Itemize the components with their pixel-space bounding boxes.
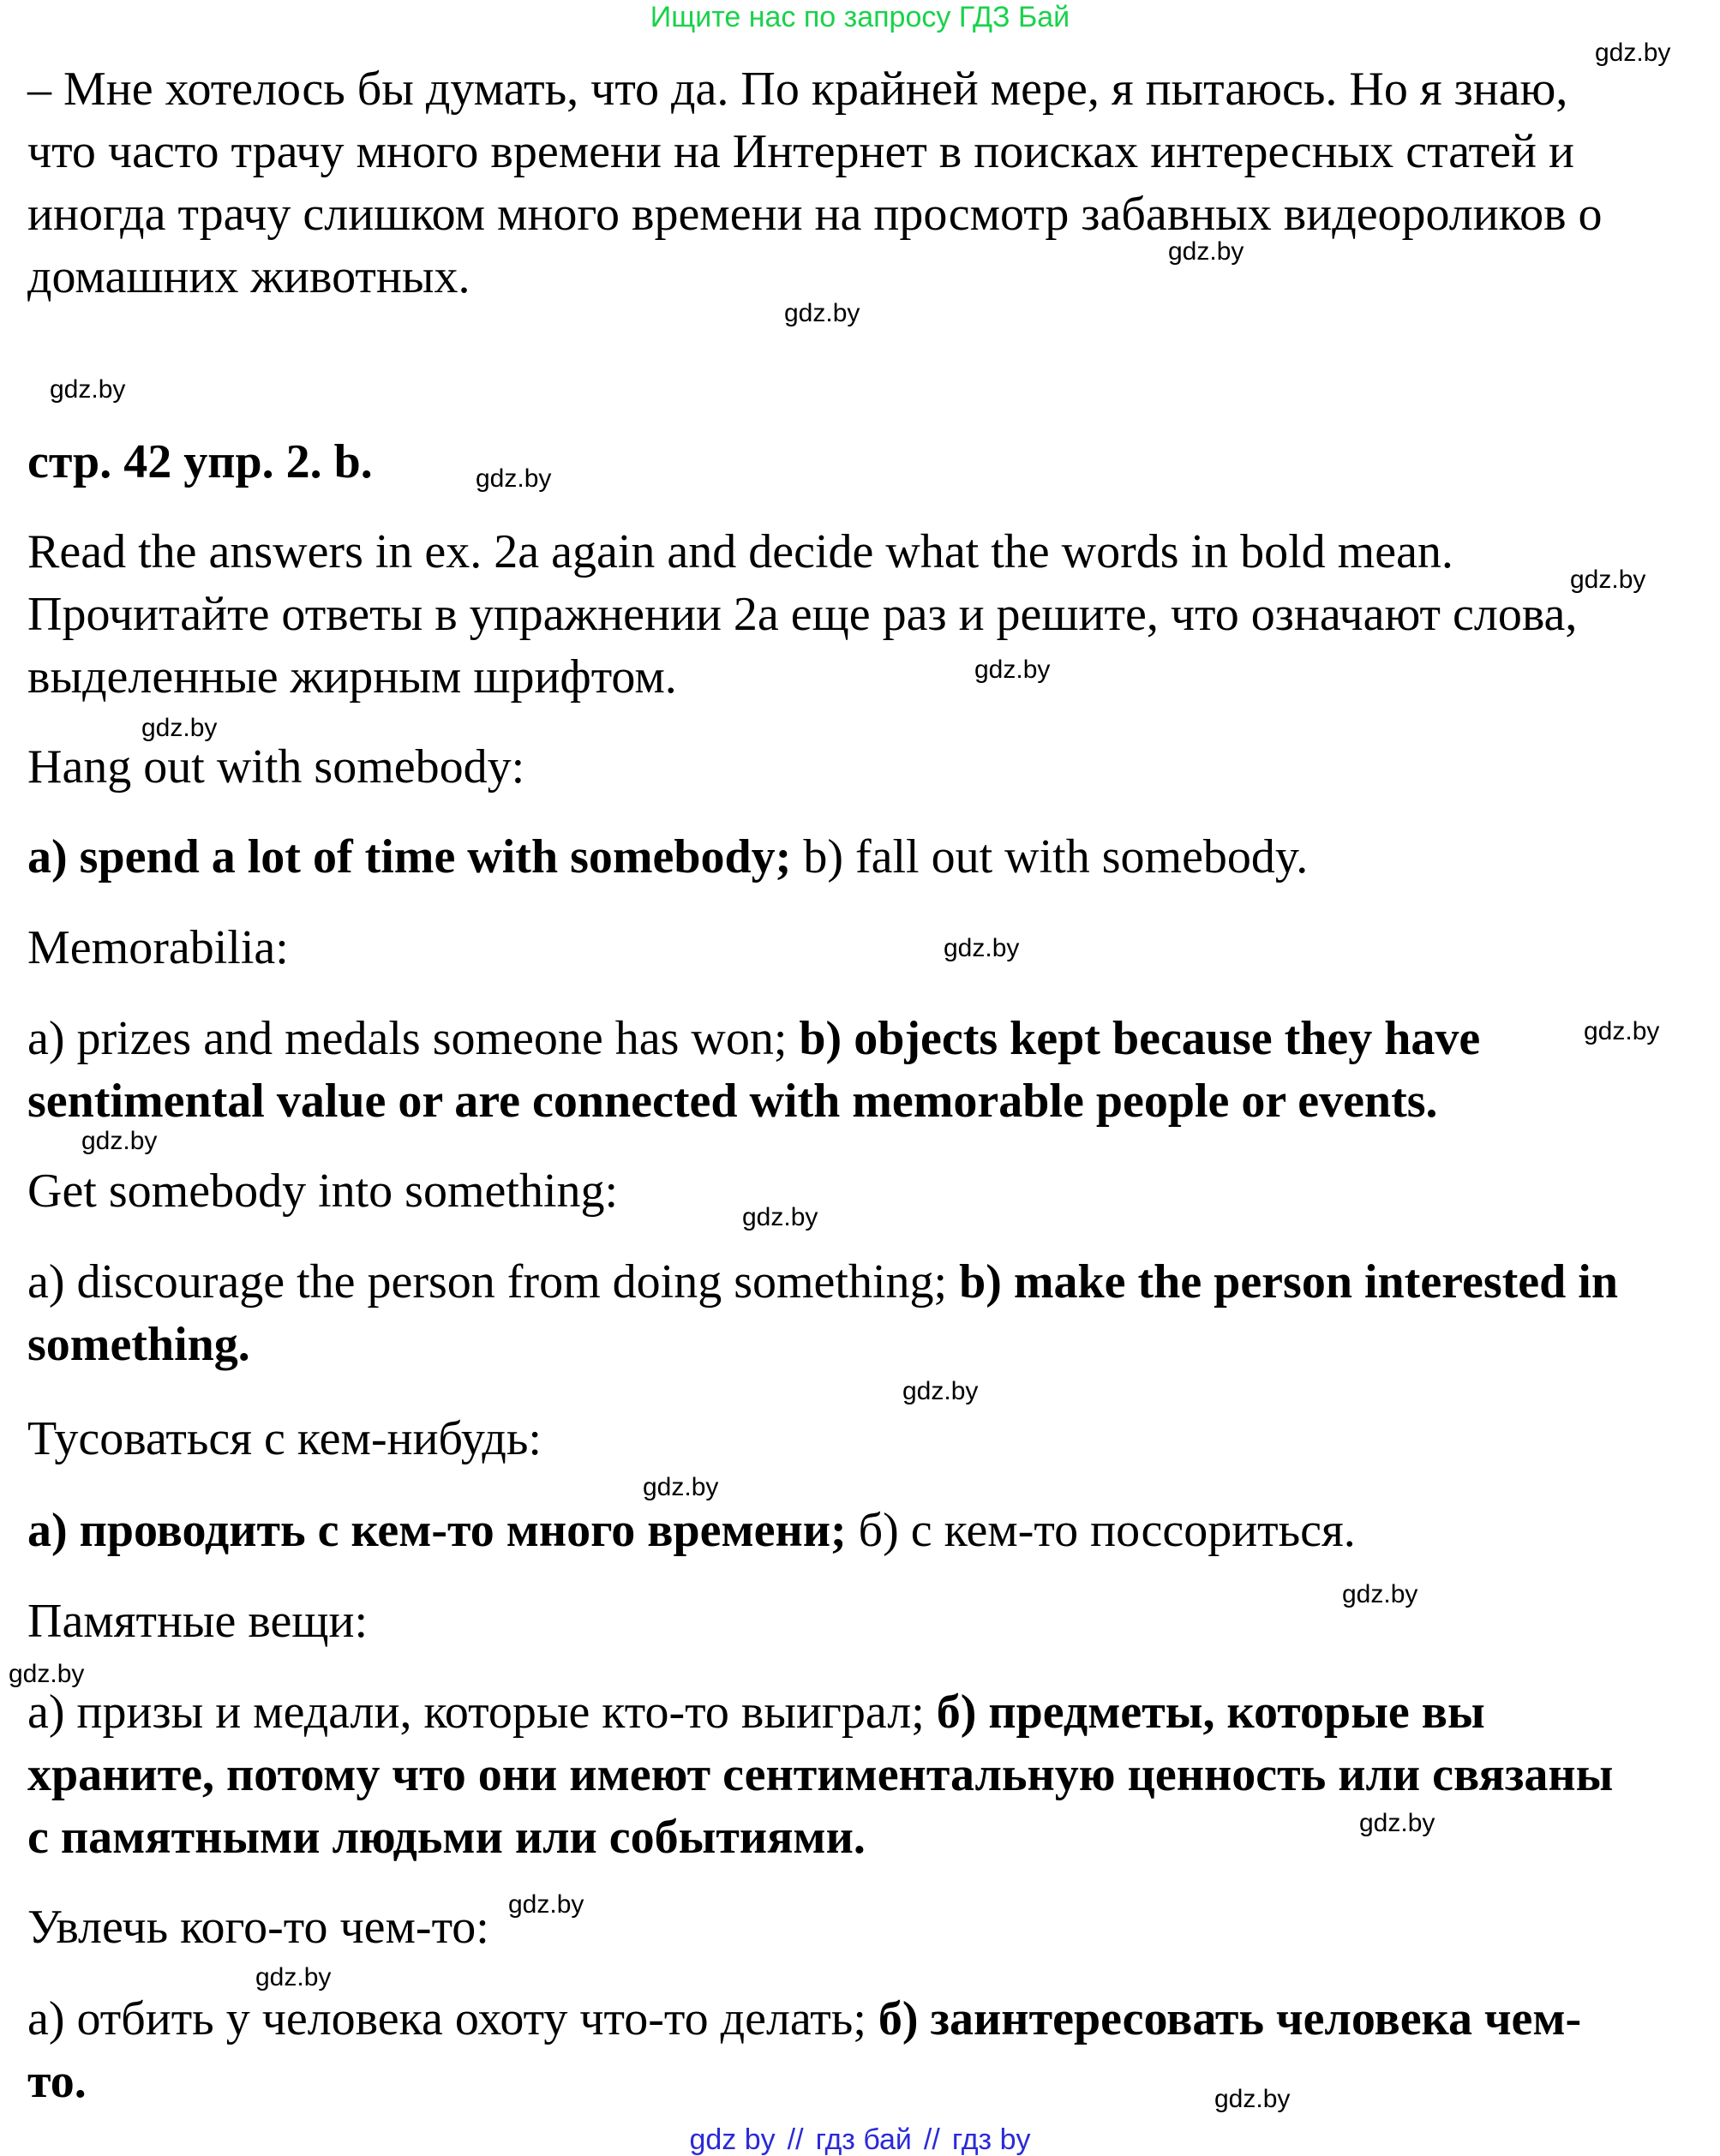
search-hint[interactable]: Ищите нас по запросу ГДЗ Бай: [650, 1, 1070, 33]
watermark: gdz.by: [944, 934, 1020, 962]
watermark: gdz.by: [255, 1963, 332, 1991]
footer-link-gdz-bay[interactable]: гдз бай: [815, 2123, 912, 2156]
term-tusovatsya: Тусоваться с кем-нибудь:: [27, 1412, 542, 1465]
correct-answer: b) make the person interested in: [959, 1255, 1619, 1309]
watermark: gdz.by: [81, 1127, 158, 1155]
term-get-into: Get somebody into something:: [27, 1165, 619, 1218]
watermark: gdz.by: [902, 1377, 979, 1405]
footer-link-gdz-by[interactable]: gdz by: [689, 2123, 776, 2156]
correct-answer: sentimental value or are connected with memorable people or events.: [27, 1075, 1438, 1128]
answer-pamyatnye-line-2: [27, 1744, 1707, 1806]
watermark: gdz.by: [50, 375, 126, 404]
correct-answer: б) заинтересовать человека чем-: [878, 1992, 1582, 2045]
correct-answer: something.: [27, 1318, 250, 1371]
answer-get-into-line-1: [27, 1251, 1707, 1314]
correct-answer: с памятными людьми или событиями.: [27, 1811, 866, 1864]
intro-line-2: что часто трачу много времени на Интернет в поисках интересных статей и: [27, 125, 1574, 178]
wrong-answer: а) призы и медали, которые кто-то выиграл;: [27, 1686, 937, 1739]
watermark: gdz.by: [1595, 39, 1671, 67]
correct-answer: а) проводить с кем-то много времени;: [27, 1504, 847, 1557]
correct-answer: то.: [27, 2055, 87, 2108]
correct-answer: b) objects kept because they have: [799, 1012, 1481, 1065]
watermark: gdz.by: [1214, 2085, 1291, 2113]
correct-answer: храните, потому что они имеют сентиментальную ценность или связаны: [27, 1748, 1614, 1801]
watermark: gdz.by: [9, 1660, 85, 1688]
intro-line-1: – Мне хотелось бы думать, что да. По крайней мере, я пытаюсь. Но я знаю,: [27, 63, 1568, 116]
watermark: gdz.by: [1570, 566, 1646, 594]
term-memorabilia: Memorabilia:: [27, 921, 289, 974]
wrong-answer: a) prizes and medals someone has won;: [27, 1012, 800, 1065]
correct-answer: б) предметы, которые вы: [936, 1686, 1485, 1739]
instruction-ru-line-1: Прочитайте ответы в упражнении 2а еще раз и решите, что означают слова,: [27, 588, 1578, 641]
footer-links: [0, 2125, 1720, 2154]
term-hang-out: Hang out with somebody:: [27, 740, 525, 794]
watermark: gdz.by: [784, 299, 860, 327]
footer-separator: //: [787, 2123, 804, 2156]
watermark: gdz.by: [643, 1473, 719, 1501]
wrong-answer: a) discourage the person from doing something;: [27, 1255, 960, 1309]
wrong-answer: а) отбить у человека охоту что-то делать;: [27, 1992, 878, 2045]
wrong-answer: b) fall out with somebody.: [791, 830, 1309, 883]
answer-uvlech-line-2: [27, 2051, 1707, 2113]
watermark: gdz.by: [1359, 1809, 1435, 1837]
answer-uvlech-line-1: [27, 1988, 1707, 2051]
answer-tusovatsya: [27, 1500, 1707, 1562]
exercise-heading: стр. 42 упр. 2. b.: [27, 435, 373, 488]
watermark: gdz.by: [974, 656, 1051, 684]
watermark: gdz.by: [1342, 1580, 1418, 1608]
correct-answer: a) spend a lot of time with somebody;: [27, 830, 792, 883]
answer-memorabilia-line-1: [27, 1008, 1707, 1070]
answer-get-into-line-2: [27, 1314, 1707, 1376]
answer-pamyatnye-line-1: [27, 1681, 1707, 1744]
watermark: gdz.by: [742, 1203, 818, 1231]
intro-line-4: домашних животных.: [27, 250, 470, 303]
answer-hang-out: [27, 826, 1707, 889]
term-uvlech: Увлечь кого-то чем-то:: [27, 1901, 489, 1954]
watermark: gdz.by: [1168, 237, 1244, 266]
watermark: gdz.by: [1584, 1017, 1660, 1045]
answer-memorabilia-line-2: [27, 1070, 1707, 1133]
intro-line-3: иногда трачу слишком много времени на просмотр забавных видеороликов о: [27, 188, 1603, 241]
instruction-en: Read the answers in ex. 2a again and decide what the words in bold mean.: [27, 525, 1453, 578]
watermark: gdz.by: [508, 1890, 584, 1919]
footer-link-gdz-by-ru[interactable]: гдз by: [951, 2123, 1031, 2156]
wrong-answer: б) с кем-то поссориться.: [846, 1504, 1356, 1557]
footer-separator: //: [923, 2123, 940, 2156]
watermark: gdz.by: [141, 714, 218, 742]
watermark: gdz.by: [476, 464, 552, 493]
answer-pamyatnye-line-3: [27, 1806, 1707, 1869]
term-pamyatnye-veshchi: Памятные вещи:: [27, 1595, 369, 1648]
instruction-ru-line-2: выделенные жирным шрифтом.: [27, 650, 677, 704]
